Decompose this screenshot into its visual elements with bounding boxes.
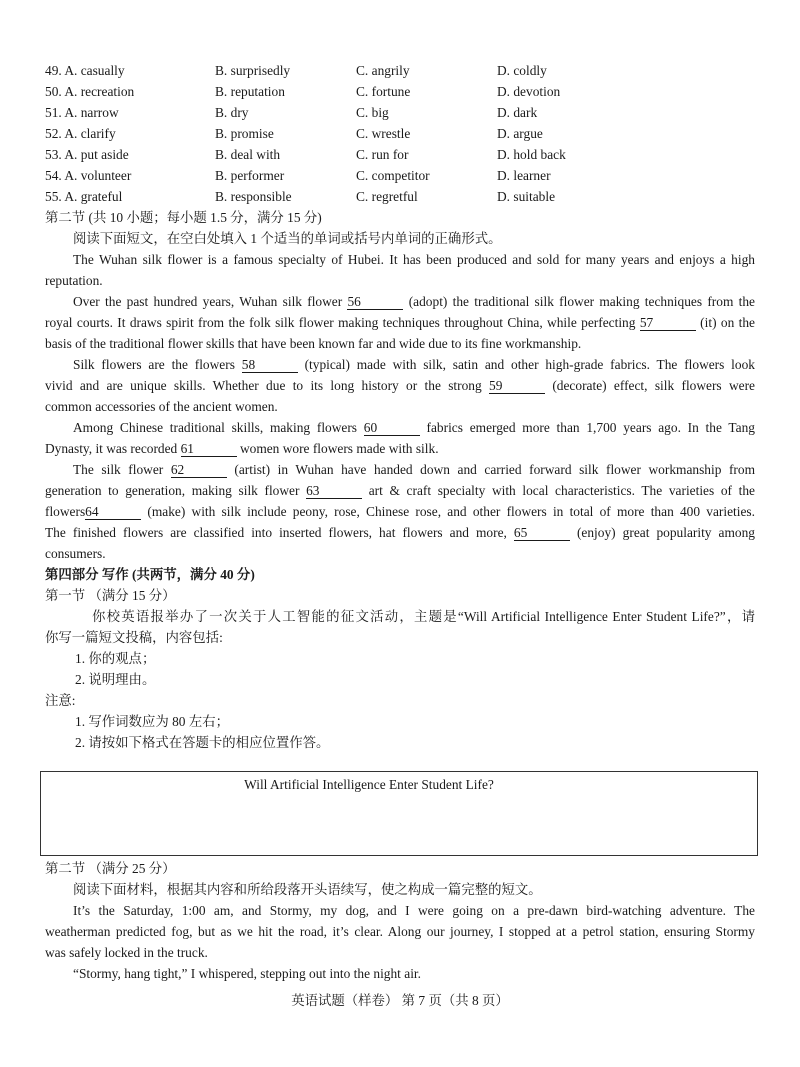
passage-line (45, 438, 755, 459)
story-line: It’s the Saturday, 1:00 am, and Stormy, my dog, and I were going on a pre-dawn bird-watching adventure. The (73, 903, 755, 918)
option-d: D. argue (497, 126, 543, 141)
passage-text: generation to generation, making silk flower (45, 483, 307, 498)
option-b: B. performer (215, 168, 285, 183)
option-b: B. surprisedly (215, 63, 291, 78)
note-label: 注意: (45, 693, 76, 708)
passage-line: consumers. (45, 546, 106, 561)
option-a: 54. A. volunteer (45, 168, 132, 183)
passage-text: (it) on the (695, 315, 755, 330)
option-d: D. devotion (497, 84, 561, 99)
blank-65: 65 (514, 526, 570, 541)
blank-59: 59 (489, 379, 545, 394)
grammar-passage (45, 249, 755, 564)
passage-text: (typical) made with silk, satin and other high-grade fabrics. The flowers look (297, 357, 755, 372)
option-b: B. deal with (215, 147, 281, 162)
writing-prompt-line: 你校英语报举办了一次关于人工智能的征文活动，主题是“Will Artificial Intelligence Enter Student Life?”，请 (92, 609, 755, 624)
writing-prompt-line: 你写一篇短文投稿，内容包括: (45, 630, 223, 645)
passage-line (45, 501, 755, 522)
option-b: B. dry (215, 105, 249, 120)
passage-line: reputation. (45, 273, 103, 288)
option-a: 52. A. clarify (45, 126, 116, 141)
story-line: “Stormy, hang tight,” I whispered, stepping out into the night air. (73, 966, 421, 981)
passage-text: (make) with silk include peony, rose, Chinese rose, and other flowers in total of more than 400 varieties. (141, 504, 755, 519)
option-b: B. responsible (215, 189, 292, 204)
story-line: was safely locked in the truck. (45, 945, 208, 960)
passage-line (45, 354, 755, 375)
passage-line (45, 522, 755, 543)
content-point: 1. 你的观点； (75, 651, 156, 666)
option-d: D. coldly (497, 63, 547, 78)
option-c: C. big (356, 105, 389, 120)
passage-line: basis of the traditional flower skills that have been known far and wide due to its fine workmanship. (45, 336, 582, 351)
passage-text: flowers (45, 504, 86, 519)
question-row (45, 165, 755, 186)
passage-text: vivid and are unique skills. Whether due to its long history or the strong (45, 378, 490, 393)
passage-line (45, 312, 755, 333)
option-a: 49. A. casually (45, 63, 125, 78)
note-item: 1. 写作词数应为 80 左右； (75, 714, 229, 729)
blank-57: 57 (640, 316, 696, 331)
option-d: D. dark (497, 105, 538, 120)
blank-64: 64 (85, 505, 141, 520)
option-d: D. learner (497, 168, 551, 183)
option-d: D. suitable (497, 189, 556, 204)
multiple-choice-options (45, 60, 755, 207)
question-row (45, 60, 755, 81)
option-c: C. wrestle (356, 126, 411, 141)
option-d: D. hold back (497, 147, 566, 162)
question-row (45, 144, 755, 165)
passage-text: art & craft specialty with local characteristics. The varieties of the (362, 483, 755, 498)
passage-line: The Wuhan silk flower is a famous specialty of Hubei. It has been produced and sold for many years and enjoys a high (73, 252, 755, 267)
option-a: 53. A. put aside (45, 147, 129, 162)
passage-text: women wore flowers made with silk. (236, 441, 439, 456)
passage-line (45, 480, 755, 501)
passage-text: The silk flower (73, 462, 171, 477)
section-heading: 第二节 （满分 25 分） (45, 861, 176, 876)
option-a: 50. A. recreation (45, 84, 135, 99)
option-c: C. run for (356, 147, 409, 162)
passage-text: Silk flowers are the flowers (73, 357, 242, 372)
passage-line: common accessories of the ancient women. (45, 399, 278, 414)
page-content (45, 60, 755, 984)
continuation-story (45, 900, 755, 984)
passage-line (45, 459, 755, 480)
option-b: B. reputation (215, 84, 285, 99)
option-c: C. regretful (356, 189, 418, 204)
blank-60: 60 (364, 421, 420, 436)
passage-line (45, 375, 755, 396)
option-b: B. promise (215, 126, 274, 141)
passage-text: (artist) in Wuhan have handed down and carried forward silk flower workmanship from (226, 462, 756, 477)
passage-line (45, 291, 755, 312)
blank-56: 56 (347, 295, 403, 310)
option-a: 55. A. grateful (45, 189, 123, 204)
part-heading: 第四部分 写作 (共两节，满分 40 分) (45, 567, 255, 582)
question-row (45, 102, 755, 123)
blank-63: 63 (306, 484, 362, 499)
passage-text: (adopt) the traditional silk flower making techniques from the (403, 294, 755, 309)
question-row (45, 186, 755, 207)
blank-61: 61 (181, 442, 237, 457)
passage-text: (enjoy) great popularity among (569, 525, 755, 540)
option-c: C. angrily (356, 63, 410, 78)
answer-box-title: Will Artificial Intelligence Enter Student Life? (244, 777, 494, 792)
passage-text: Over the past hundred years, Wuhan silk flower (73, 294, 348, 309)
option-c: C. competitor (356, 168, 430, 183)
passage-text: royal courts. It draws spirit from the folk silk flower making techniques throughout China, while perfecting (45, 315, 640, 330)
section-instruction: 阅读下面短文，在空白处填入 1 个适当的单词或括号内单词的正确形式。 (73, 231, 502, 246)
page-footer: 英语试题（样卷） 第 7 页（共 8 页） (291, 993, 509, 1008)
passage-text: Dynasty, it was recorded (45, 441, 181, 456)
content-point: 2. 说明理由。 (75, 672, 156, 687)
passage-text: (decorate) effect, silk flowers were (545, 378, 755, 393)
option-a: 51. A. narrow (45, 105, 119, 120)
passage-text: The finished flowers are classified into inserted flowers, hat flowers and more, (45, 525, 514, 540)
question-row (45, 81, 755, 102)
passage-text: Among Chinese traditional skills, making flowers (73, 420, 364, 435)
option-c: C. fortune (356, 84, 411, 99)
section-heading: 第一节 （满分 15 分） (45, 588, 176, 603)
note-item: 2. 请按如下格式在答题卡的相应位置作答。 (75, 735, 330, 750)
passage-text: fabrics emerged more than 1,700 years ago. In the Tang (419, 420, 755, 435)
passage-line (45, 417, 755, 438)
story-line: weatherman predicted fog, but as we hit the road, it’s clear. Along our journey, I stopped at a petrol station, ensuring Stormy (45, 924, 755, 939)
question-row (45, 123, 755, 144)
section-heading: 第二节 (共 10 小题；每小题 1.5 分，满分 15 分) (45, 210, 322, 225)
blank-62: 62 (171, 463, 227, 478)
answer-format-box (40, 771, 758, 856)
section-instruction: 阅读下面材料，根据其内容和所给段落开头语续写，使之构成一篇完整的短文。 (73, 882, 542, 897)
blank-58: 58 (242, 358, 298, 373)
